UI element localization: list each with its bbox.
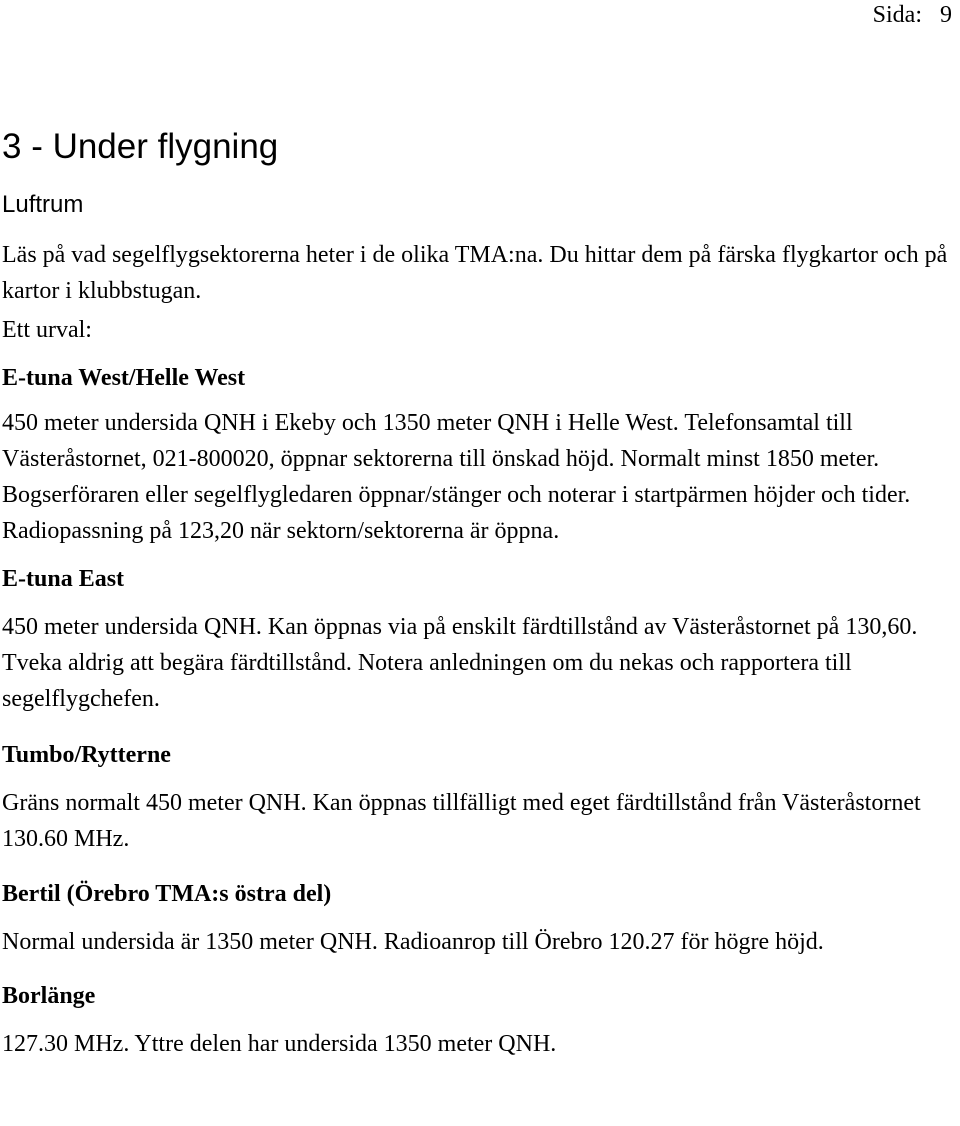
intro-paragraph: Läs på vad segelflygsektorerna heter i de olika TMA:na. Du hittar dem på färska flygkartor och på kartor i klubbstugan. (2, 242, 948, 304)
section-body-bertil: Normal undersida är 1350 meter QNH. Radioanrop till Örebro 120.27 för högre höjd. (2, 929, 824, 955)
section-heading-bertil: Bertil (Örebro TMA:s östra del) (2, 881, 332, 907)
page-number: Sida: 9 (872, 2, 952, 28)
section-body-tumbo-rytterne: Gräns normalt 450 meter QNH. Kan öppnas tillfälligt med eget färdtillstånd från Västeråstornet 130.60 MHz. (2, 790, 921, 852)
section-heading-tumbo-rytterne: Tumbo/Rytterne (2, 742, 171, 768)
document-body (2, 125, 958, 1062)
selection-label: Ett urval: (2, 317, 92, 343)
section-heading-etuna-west: E-tuna West/Helle West (2, 365, 246, 391)
section-heading-etuna-east: E-tuna East (2, 566, 125, 592)
section-body-etuna-east: 450 meter undersida QNH. Kan öppnas via på enskilt färdtillstånd av Västeråstornet på 130,60. Tveka aldrig att begära färdtillstånd. Notera anledningen om du nekas och rapportera till segelflygchefen. (2, 614, 918, 712)
section-body-etuna-west: 450 meter undersida QNH i Ekeby och 1350 meter QNH i Helle West. Telefonsamtal till Västeråstornet, 021-800020, öppnar sektorerna till önskad höjd. Normalt minst 1850 meter. Bogserföraren eller segelflygledaren öppnar/stänger och noterar i startpärmen höjder och tider. Radiopassning på 123,20 när sektorn/sektorerna är öppna. (2, 410, 911, 544)
chapter-title: 3 - Under flygning (2, 127, 279, 166)
section-body-borlange: 127.30 MHz. Yttre delen har undersida 1350 meter QNH. (2, 1031, 557, 1057)
section-heading-borlange: Borlänge (2, 983, 96, 1009)
section-subtitle: Luftrum (2, 191, 84, 218)
